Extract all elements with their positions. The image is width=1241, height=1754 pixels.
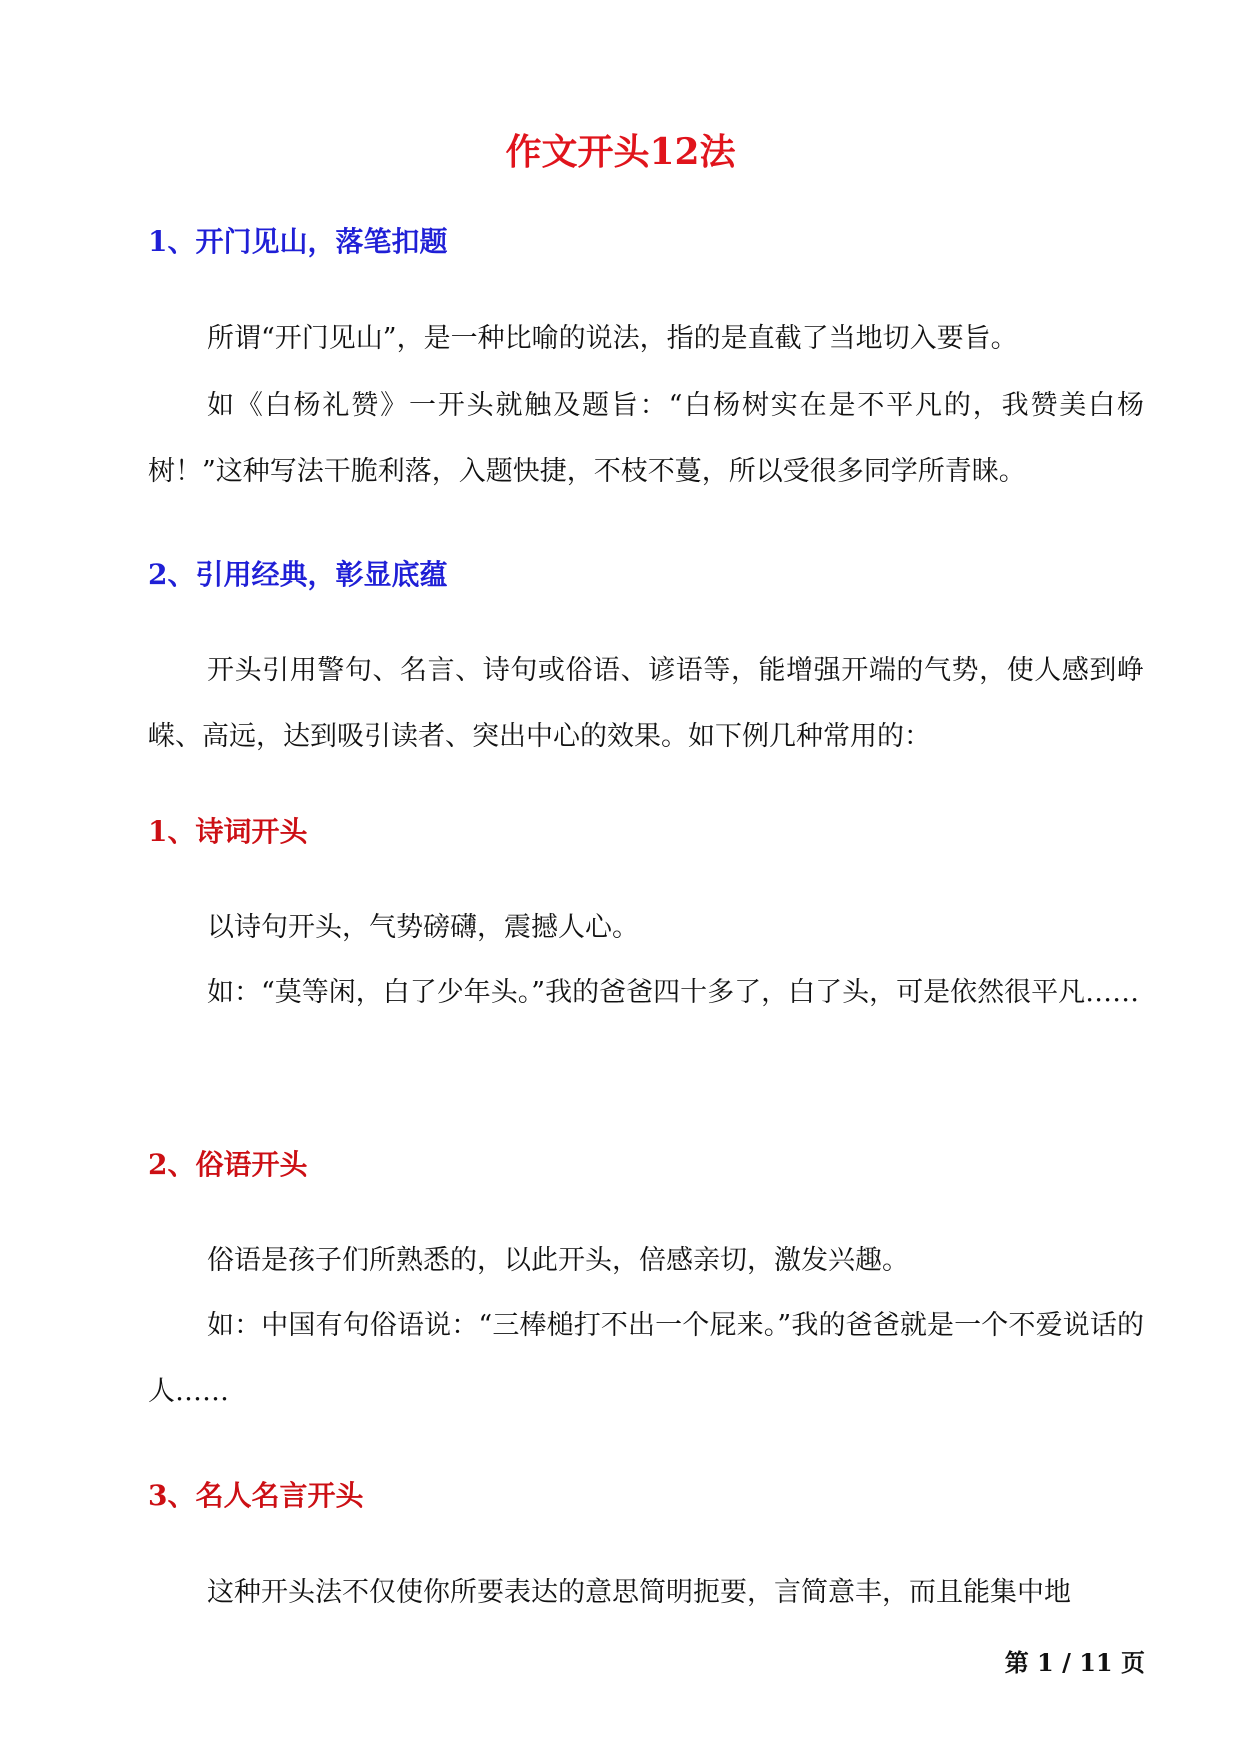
section-heading-2: 2、引用经典，彰显底蕴 xyxy=(148,558,448,591)
paragraph: 以诗句开头，气势磅礴，震撼人心。 xyxy=(207,912,639,943)
section-heading-1: 1、开门见山，落笔扣题 xyxy=(148,225,448,258)
paragraph: 俗语是孩子们所熟悉的，以此开头，倍感亲切，激发兴趣。 xyxy=(207,1245,909,1276)
paragraph: 如：“莫等闲，白了少年头。”我的爸爸四十多了，白了头，可是依然很平凡…… xyxy=(207,977,1140,1008)
subsection-heading-poem: 1、诗词开头 xyxy=(148,815,308,848)
paragraph: 所谓“开门见山”，是一种比喻的说法，指的是直截了当地切入要旨。 xyxy=(207,323,1018,354)
paragraph: 如《白杨礼赞》一开头就触及题旨：“白杨树实在是不平凡的，我赞美白杨树！”这种写法干脆利落，入题快捷，不枝不蔓，所以受很多同学所青睐。 xyxy=(148,390,1144,487)
document-title: 作文开头12法 xyxy=(505,131,736,173)
paragraph: 这种开头法不仅使你所要表达的意思简明扼要，言简意丰，而且能集中地 xyxy=(207,1577,1071,1608)
subsection-heading-quote: 3、名人名言开头 xyxy=(148,1479,364,1512)
page-number: 第 1 / 11 页 xyxy=(1004,1648,1145,1677)
subsection-heading-proverb: 2、俗语开头 xyxy=(148,1148,308,1181)
paragraph: 如：中国有句俗语说：“三棒槌打不出一个屁来。”我的爸爸就是一个不爱说话的人…… xyxy=(148,1310,1144,1407)
paragraph: 开头引用警句、名言、诗句或俗语、谚语等，能增强开端的气势，使人感到峥嵘、高远，达到吸引读者、突出中心的效果。如下例几种常用的： xyxy=(148,655,1144,752)
